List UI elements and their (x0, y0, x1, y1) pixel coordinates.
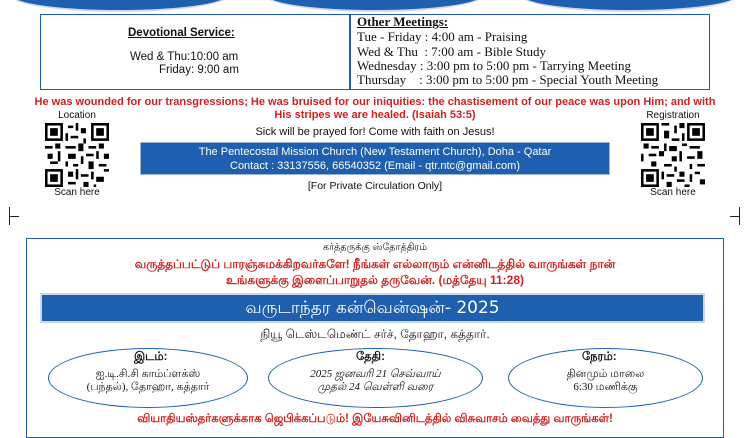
other-meetings-line-1: Tue - Friday : 4:00 am - Praising (357, 29, 528, 44)
date-line-2: முதல் 24 வெள்ளி வரை (317, 381, 434, 393)
tamil-church-line: நியூ டெஸ்டமெண்ட் சர்ச், தோஹா, கத்தார். (260, 327, 490, 341)
devotional-line-1: Wed & Thu:10:00 am (130, 51, 239, 63)
top-oval-center (265, 0, 484, 12)
isaiah-verse: He was wounded for our transgressions; He was bruised for our iniquities: the chastisement of our peace was upon Him; and with His stripes we are healed. (Isaiah 53:5) (34, 96, 716, 121)
tamil-praise-line: கர்த்தருக்கு ஸ்தோத்திரம் (323, 242, 427, 253)
date-heading: தேதி: (352, 351, 389, 365)
tamil-bottom-line: வியாதியஸ்தர்களுக்காக ஜெபிக்கப்படும்! இயேசுவினிடத்தில் விசுவாசம் வைத்து வாருங்கள்! (137, 413, 613, 425)
time-line-2: 6:30 மணிக்கு (573, 381, 638, 393)
convention-banner: வருடாந்தர கன்வென்ஷன்- 2025 (40, 293, 705, 323)
other-meetings-line-2: Wed & Thu : 7:00 am - Bible Study (357, 44, 547, 59)
church-contact-line: Contact : 33137556, 66540352 (Email - qtr.ntc@gmail.com) (230, 160, 520, 172)
other-meetings-line-3: Wednesday : 3:00 pm to 5:00 pm - Tarrying Meeting (357, 58, 632, 73)
tamil-verse-line-2: உங்களுக்கு இளைப்பாறுதல் தருவேன். (மத்தேயு 11:28) (226, 273, 524, 287)
other-meetings-line-4: Thursday : 3:00 pm to 5:00 pm - Special Youth Meeting (357, 72, 659, 87)
top-oval-left (10, 0, 229, 12)
devotional-title: Devotional Service: (128, 27, 235, 39)
registration-qr-code[interactable] (640, 123, 706, 187)
crop-mark-left-horizontal (9, 216, 19, 217)
place-line-2: (பந்தல்), தோஹா, கத்தார் (86, 381, 210, 393)
registration-scan-caption: Scan here (650, 187, 696, 198)
registration-label: Registration (646, 110, 700, 121)
time-line-1: தினமும் மாலை (566, 368, 645, 380)
time-heading: நேரம்: (578, 351, 621, 365)
sick-prayer-note: Sick will be prayed for! Come with faith on Jesus! (255, 126, 495, 138)
place-line-1: ஐ.டி.சி.சி காம்ப்ளக்ஸ் (95, 368, 201, 380)
tamil-verse-line-1: வருத்தப்பட்டுப் பாரஞ்சுமக்கிறவர்களே! நீங்கள் எல்லாரும் என்னிடத்தில் வாருங்கள் நான் (134, 257, 616, 271)
private-circulation-note: [For Private Circulation Only] (307, 180, 443, 192)
crop-mark-right-horizontal (730, 216, 740, 217)
location-label: Location (58, 110, 96, 121)
devotional-line-2: Friday: 9:00 am (159, 64, 239, 76)
church-info-box (140, 142, 610, 175)
meetings-divider (349, 14, 351, 90)
church-name-line: The Pentecostal Mission Church (New Testament Church), Doha - Qatar (198, 146, 552, 158)
date-line-1: 2025 ஜனவரி 21 செவ்வாய் (310, 368, 441, 380)
location-scan-caption: Scan here (54, 187, 100, 198)
top-oval-right (520, 0, 739, 12)
other-meetings-title: Other Meetings: (357, 14, 449, 29)
location-qr-code[interactable] (44, 123, 110, 187)
place-heading: இடம்: (130, 351, 171, 365)
